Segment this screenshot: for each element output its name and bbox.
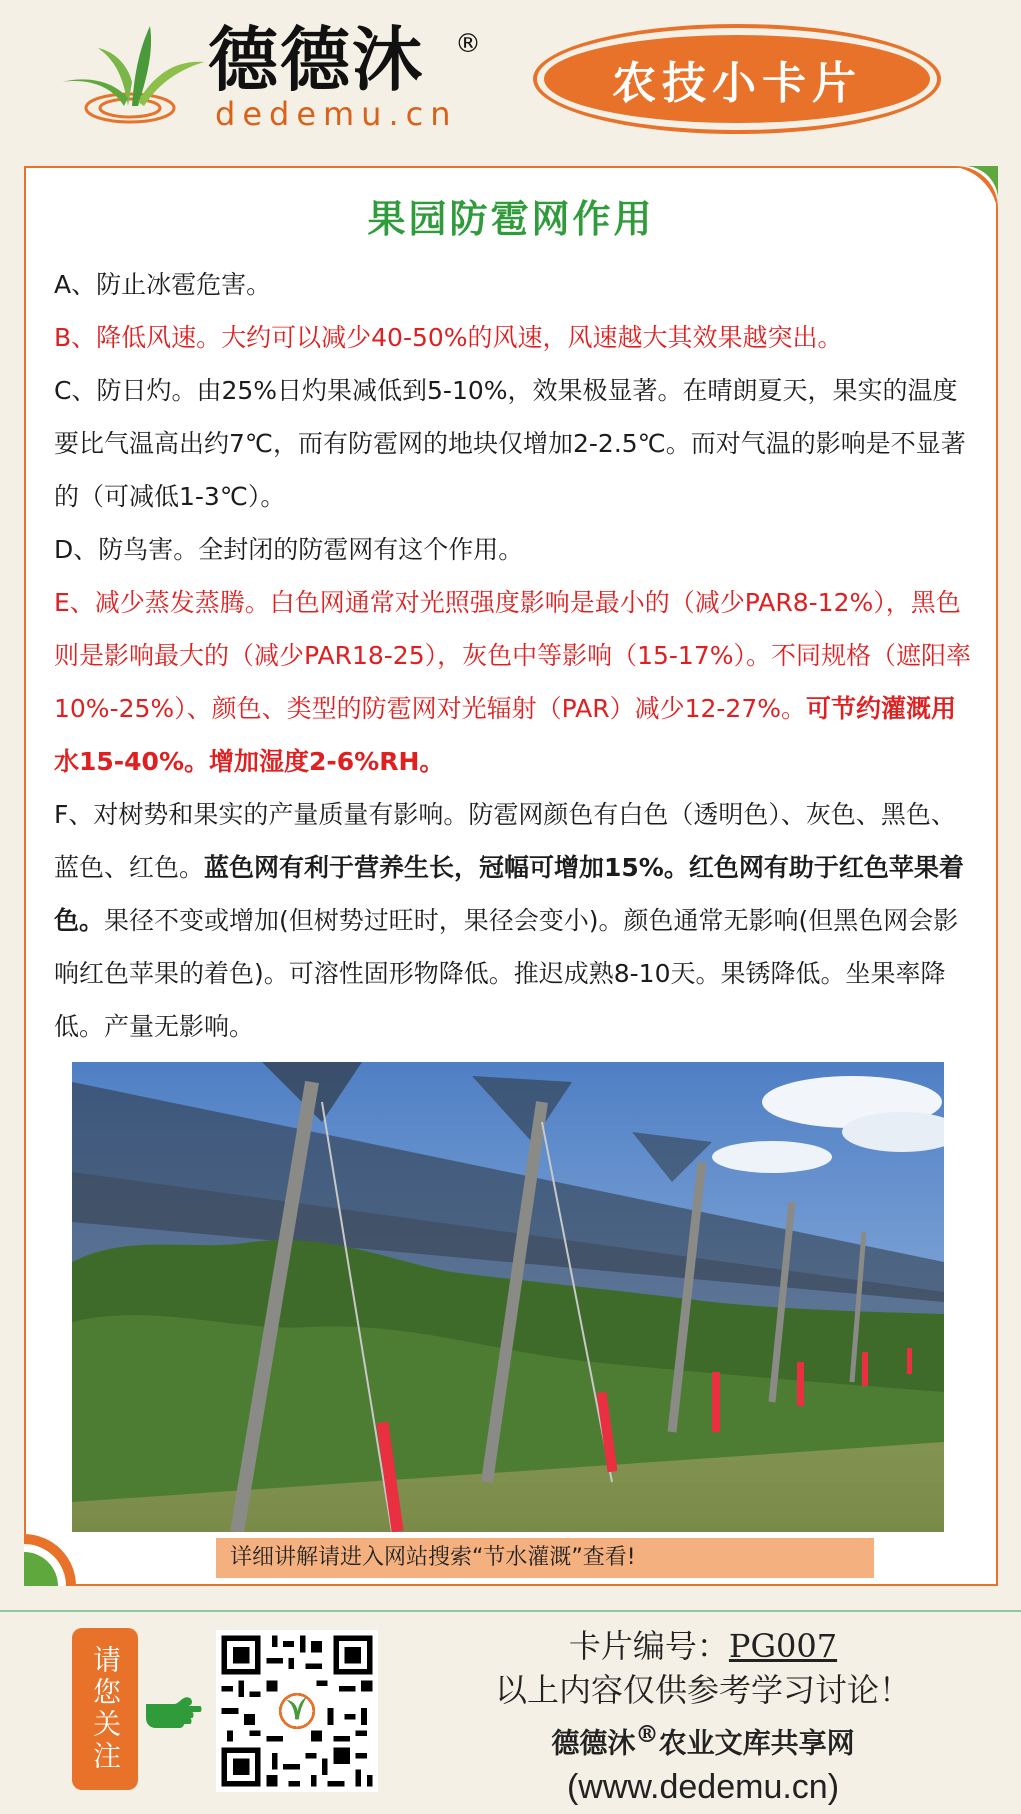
card-content (54, 258, 974, 1053)
paragraph-d: D、防鸟害。全封闭的防雹网有这个作用。 (54, 535, 524, 564)
footer-info (410, 1624, 996, 1809)
disclaimer: 以上内容仅供参考学习讨论！ (494, 1671, 911, 1709)
orchard-hail-net-photo (72, 1062, 944, 1532)
corner-decoration (24, 1534, 76, 1586)
logo-sprout-icon (58, 22, 208, 132)
paragraph-a: A、防止冰雹危害。 (54, 270, 272, 299)
site-name-brand: 德德沐 (551, 1726, 636, 1760)
site-registered-mark: ® (635, 1720, 659, 1748)
site-name-rest: 农业文库共享网 (658, 1726, 855, 1760)
brand-registered-mark: ® (455, 29, 481, 59)
brand-url: dedemu.cn (215, 95, 458, 133)
follow-us-tag (72, 1628, 138, 1790)
brand-name: 德德沐 (208, 18, 424, 101)
qr-code[interactable] (216, 1630, 378, 1792)
paragraph-f-highlight: 蓝色网有利于营养生长，冠幅可增加15%。红色网有助于红色苹果着色。 (54, 853, 964, 935)
card-number-label: 卡片编号： (568, 1627, 729, 1665)
paragraph-e (54, 576, 974, 788)
paragraph-c: C、防日灼。由25%日灼果减低到5-10%，效果极显著。在晴朗夏天，果实的温度要比气温高出约7℃，而有防雹网的地块仅增加2-2.5℃。而对气温的影响是不显著的（可减低1-3℃）。 (54, 376, 966, 511)
card-title: 果园防雹网作用 (367, 197, 655, 241)
paragraph-f-text: F、对树势和果实的产量质量有影响。防雹网颜色有白色（透明色）、灰色、黑色、蓝色、红色。 (54, 800, 956, 882)
footer-divider (0, 1610, 1021, 1612)
paragraph-b: B、降低风速。大约可以减少40-50%的风速，风速越大其效果越突出。 (54, 323, 843, 352)
paragraph-e-highlight: 可节约灌溉用水15-40%。增加湿度2-6%RH。 (54, 694, 957, 776)
paragraph-e-text: E、减少蒸发蒸腾。白色网通常对光照强度影响是最小的（减少PAR8-12%），黑色则是影响最大的（减少PAR18-25），灰色中等影响（15-17%）。不同规格（遮阳率10%-25%）、颜色、类型的防雹网对光辐射（PAR）减少12-27%。 (54, 588, 971, 723)
paragraph-f-rest: 果径不变或增加(但树势过旺时，果径会变小)。颜色通常无影响(但黑色网会影响红色苹果的着色)。可溶性固形物降低。推迟成熟8-10天。果锈降低。坐果率降低。产量无影响。 (54, 906, 959, 1041)
card-type-badge (533, 24, 941, 134)
photo-caption: 详细讲解请进入网站搜索“节水灌溉”查看! (216, 1538, 874, 1578)
pointing-hand-icon (144, 1686, 202, 1730)
site-name (410, 1712, 996, 1765)
follow-us-label: 请您关注 (89, 1645, 122, 1773)
card-number: PG007 (728, 1627, 838, 1665)
paragraph-f (54, 788, 974, 1053)
card-type-label: 农技小卡片 (612, 58, 862, 109)
info-card (24, 166, 998, 1586)
site-url[interactable]: (www.dedemu.cn) (566, 1768, 840, 1807)
card-number-line (410, 1624, 996, 1668)
